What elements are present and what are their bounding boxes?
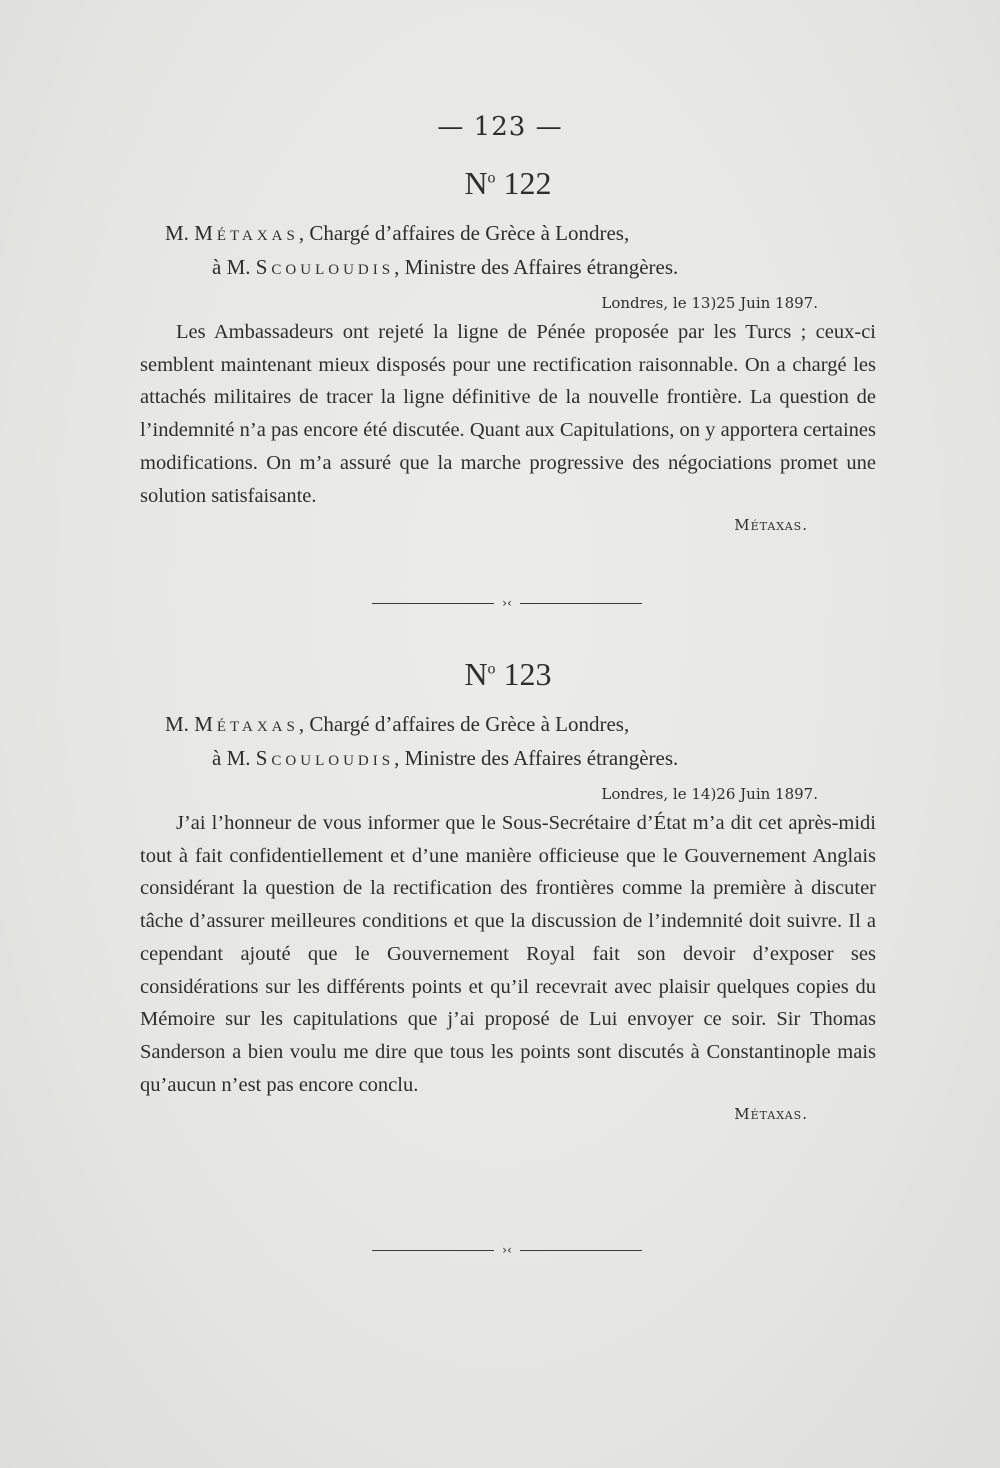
number-superscript: o xyxy=(487,660,496,678)
sender-line xyxy=(140,216,876,250)
sender-prefix: M. xyxy=(165,712,195,736)
number-value: 123 xyxy=(503,656,552,692)
letter-date: Londres, le 13)25 Juin 1897. xyxy=(601,294,818,312)
number-superscript: o xyxy=(487,169,496,187)
letter-body: J’ai l’honneur de vous informer que le Sous-Secrétaire d’État m’a dit cet après-midi tout à fait confidentiellement et d’une manière officieuse que le Gouvernement Anglais considérant la question de la rectification des frontières comme la première à discuter tâche d’assurer meilleures conditions et que la discussion de l’indemnité doit suivre. Il a cependant ajouté que le Gouvernement Royal fait son devoir d’exposer ses considérations sur les différents points et qu’il recevrait avec plaisir quelques copies du Mémoire sur les capitulations que j’ai proposé de Lui envoyer ce soir. Sir Thomas Sanderson a bien voulu me dire que tous les points sont discutés à Constantinople mais qu’aucun n’est pas encore conclu. xyxy=(140,812,876,1096)
divider-rule-left xyxy=(372,603,494,604)
letter-date: Londres, le 14)26 Juin 1897. xyxy=(601,785,818,803)
recipient-title: , Ministre des Affaires étrangères. xyxy=(394,255,679,279)
document-number xyxy=(140,165,876,202)
document-number xyxy=(140,656,876,693)
divider-rule-right xyxy=(520,603,642,604)
sender-prefix: M. xyxy=(165,221,195,245)
recipient-title: , Ministre des Affaires étrangères. xyxy=(394,746,679,770)
divider-ornament: ›‹ xyxy=(502,1243,512,1257)
recipient-name: Scouloudis xyxy=(255,746,395,770)
divider-rule-left xyxy=(372,1250,494,1251)
page-number: — 123 — xyxy=(437,112,563,142)
sender-line xyxy=(140,707,876,741)
sender-title: , Chargé d’affaires de Grèce à Londres, xyxy=(298,712,630,736)
signature: Métaxas. xyxy=(734,1105,808,1124)
recipient-line xyxy=(140,250,876,284)
sender-title: , Chargé d’affaires de Grèce à Londres, xyxy=(298,221,630,245)
number-value: 122 xyxy=(503,165,552,201)
divider-ornament: ›‹ xyxy=(502,596,512,610)
divider-rule-right xyxy=(520,1250,642,1251)
letter-122 xyxy=(140,165,876,534)
recipient-line xyxy=(140,741,876,775)
sender-name: Métaxas xyxy=(194,712,299,736)
signature: Métaxas. xyxy=(734,516,808,535)
letter-123 xyxy=(140,656,876,1123)
number-prefix: N xyxy=(464,656,488,692)
section-divider xyxy=(372,597,642,611)
recipient-prefix: à M. xyxy=(212,255,256,279)
letter-body: Les Ambassadeurs ont rejeté la ligne de Pénée proposée par les Turcs ; ceux-ci semblent maintenant mieux disposés pour une rectification raisonnable. On a chargé les attachés militaires de tracer la ligne définitive de la nouvelle frontière. La question de l’indemnité n’a pas encore été discutée. Quant aux Capitulations, on y apportera certaines modifications. On m’a assuré que la marche progressive des négociations promet une solution satisfaisante. xyxy=(140,321,876,507)
recipient-name: Scouloudis xyxy=(255,255,395,279)
section-divider xyxy=(372,1244,642,1258)
number-prefix: N xyxy=(464,165,488,201)
recipient-prefix: à M. xyxy=(212,746,256,770)
sender-name: Métaxas xyxy=(194,221,299,245)
